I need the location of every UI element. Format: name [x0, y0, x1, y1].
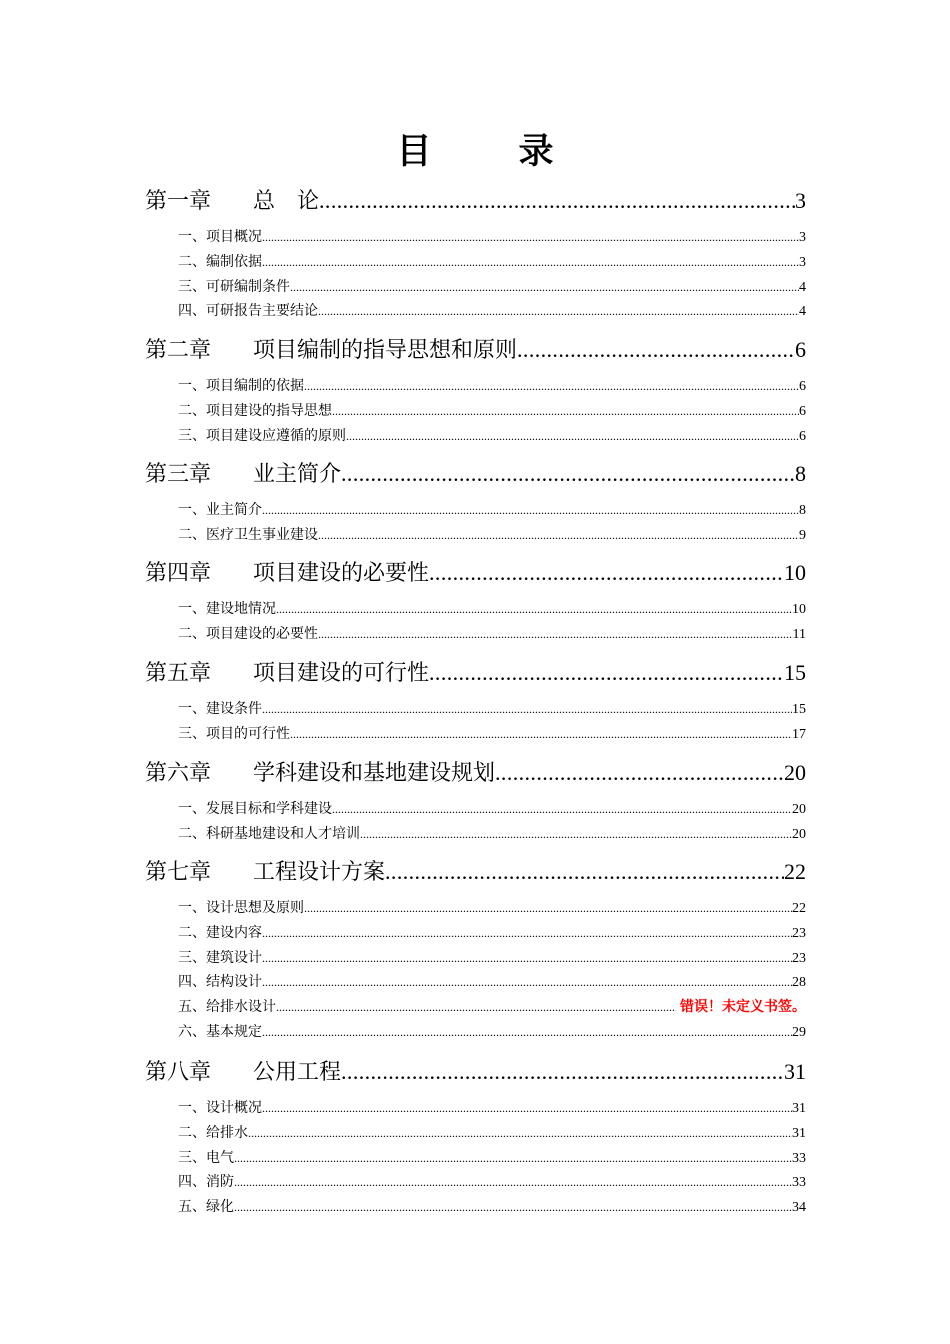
toc-section-entry[interactable]	[178, 1122, 806, 1144]
dot-leader	[341, 1055, 784, 1089]
toc-section-entry[interactable]	[178, 375, 806, 397]
dot-leader	[429, 656, 784, 690]
dot-leader	[429, 556, 784, 590]
toc-section-entry[interactable]	[178, 251, 806, 273]
dot-leader	[234, 1171, 792, 1193]
toc-section-entry[interactable]	[178, 425, 806, 447]
chapter-title: 项目编制的指导思想和原则	[253, 338, 518, 363]
toc-section-entry[interactable]	[178, 499, 806, 521]
dot-leader	[341, 457, 795, 491]
toc-section-entry[interactable]	[178, 723, 806, 745]
toc-section-entry[interactable]	[178, 1196, 806, 1218]
section-title: 一、建设条件	[178, 701, 262, 717]
page-number: 4	[799, 304, 806, 320]
page-number: 23	[792, 950, 806, 966]
toc-chapter-entry[interactable]	[145, 855, 806, 889]
toc-section-entry[interactable]	[178, 276, 806, 298]
page-number: 15	[792, 702, 806, 717]
dot-leader	[248, 1122, 792, 1144]
section-title: 三、可研编制条件	[178, 278, 290, 295]
chapter-number: 第五章	[145, 661, 212, 686]
page-number: 3	[799, 230, 806, 245]
toc-chapter-entry[interactable]	[145, 756, 806, 790]
dot-leader	[360, 823, 792, 845]
page-number: 34	[792, 1200, 806, 1216]
page-number: 20	[784, 760, 806, 785]
toc-chapter-entry[interactable]	[145, 457, 806, 491]
toc-chapter-entry[interactable]	[145, 556, 806, 590]
page-number: 10	[784, 560, 806, 585]
section-title: 二、项目建设的指导思想	[178, 402, 332, 419]
dot-leader	[262, 947, 792, 969]
section-title: 五、给排水设计	[178, 999, 276, 1016]
dot-leader	[262, 226, 799, 248]
page-number: 22	[792, 901, 806, 916]
dot-leader	[262, 922, 792, 944]
page-number: 33	[792, 1150, 806, 1166]
page-number: 33	[792, 1175, 806, 1191]
page-number: 3	[799, 254, 806, 270]
toc-section-entry[interactable]	[178, 698, 806, 720]
page-number: 6	[795, 337, 806, 362]
chapter-number: 第三章	[145, 462, 212, 487]
page-number: 4	[799, 279, 806, 295]
section-title: 三、项目建设应遵循的原则	[178, 427, 346, 444]
toc-section-entry[interactable]	[178, 524, 806, 546]
chapter-title: 总 论	[253, 189, 320, 214]
page-number: 8	[799, 503, 806, 518]
toc-section-entry[interactable]	[178, 823, 806, 845]
toc-chapter-entry[interactable]	[145, 184, 806, 218]
toc-chapter-entry[interactable]	[145, 1055, 806, 1089]
dot-leader	[385, 855, 784, 889]
toc-section-entry[interactable]	[178, 300, 806, 322]
chapter-number: 第六章	[145, 761, 212, 786]
section-title: 一、设计思想及原则	[178, 900, 304, 916]
dot-leader	[262, 698, 792, 720]
toc-section-entry[interactable]	[178, 996, 806, 1018]
toc-chapter-entry[interactable]	[145, 656, 806, 690]
dot-leader	[276, 598, 792, 620]
dot-leader	[290, 723, 792, 745]
section-title: 一、业主简介	[178, 502, 262, 518]
page-number: 6	[799, 403, 806, 419]
section-title: 二、医疗卫生事业建设	[178, 526, 318, 543]
chapter-title: 业主简介	[253, 462, 342, 487]
toc-section-entry[interactable]	[178, 1097, 806, 1119]
page-number: 29	[792, 1025, 806, 1040]
dot-leader	[304, 375, 799, 397]
toc-section-entry[interactable]	[178, 1021, 806, 1043]
section-title: 一、发展目标和学科建设	[178, 801, 332, 817]
chapter-number: 第一章	[145, 189, 212, 214]
page-title: 目 录	[396, 132, 580, 172]
toc-section-entry[interactable]	[178, 922, 806, 944]
dot-leader	[318, 623, 793, 645]
page-number: 20	[792, 802, 806, 817]
toc-chapter-entry[interactable]	[145, 333, 806, 367]
dot-leader	[262, 499, 799, 521]
page-number: 31	[792, 1125, 806, 1141]
dot-leader	[332, 400, 799, 422]
toc-section-entry[interactable]	[178, 1147, 806, 1169]
page-number: 20	[792, 826, 806, 842]
dot-leader	[262, 971, 792, 993]
section-title: 二、科研基地建设和人才培训	[178, 825, 360, 842]
section-title: 六、基本规定	[178, 1024, 262, 1040]
page-number: 28	[792, 975, 806, 991]
toc-section-entry[interactable]	[178, 598, 806, 620]
toc-section-entry[interactable]	[178, 400, 806, 422]
toc-section-entry[interactable]	[178, 971, 806, 993]
page-number: 31	[784, 1059, 806, 1084]
dot-leader	[319, 184, 795, 218]
page-number: 10	[792, 602, 806, 617]
dot-leader	[262, 1097, 792, 1119]
page-number: 17	[792, 726, 806, 742]
section-title: 二、给排水	[178, 1124, 248, 1141]
dot-leader	[318, 300, 799, 322]
chapter-title: 学科建设和基地建设规划	[253, 761, 496, 786]
dot-leader	[234, 1196, 792, 1218]
chapter-title: 工程设计方案	[253, 860, 386, 885]
section-title: 四、可研报告主要结论	[178, 303, 318, 320]
dot-leader	[304, 897, 792, 919]
section-title: 三、项目的可行性	[178, 725, 290, 742]
page-number: 6	[799, 379, 806, 394]
chapter-title: 公用工程	[253, 1060, 342, 1085]
section-title: 三、电气	[178, 1149, 234, 1166]
toc-section-entry[interactable]	[178, 623, 806, 645]
section-title: 四、消防	[178, 1174, 234, 1191]
dot-leader	[346, 425, 799, 447]
chapter-title: 项目建设的可行性	[253, 661, 430, 686]
dot-leader	[262, 251, 799, 273]
dot-leader	[290, 276, 799, 298]
chapter-number: 第二章	[145, 338, 212, 363]
section-title: 一、项目概况	[178, 229, 262, 245]
dot-leader	[332, 798, 792, 820]
section-title: 一、建设地情况	[178, 601, 276, 617]
section-title: 一、项目编制的依据	[178, 378, 304, 394]
section-title: 一、设计概况	[178, 1100, 262, 1116]
section-title: 五、绿化	[178, 1199, 234, 1216]
section-title: 二、编制依据	[178, 253, 262, 270]
dot-leader	[276, 996, 676, 1018]
toc-section-entry[interactable]	[178, 897, 806, 919]
page-number: 9	[799, 527, 806, 543]
page-number: 22	[784, 859, 806, 884]
section-title: 四、结构设计	[178, 974, 262, 991]
page-number: 8	[795, 461, 806, 486]
dot-leader	[517, 333, 795, 367]
chapter-number: 第四章	[145, 561, 212, 586]
toc-section-entry[interactable]	[178, 947, 806, 969]
dot-leader	[495, 756, 784, 790]
chapter-number: 第八章	[145, 1060, 212, 1085]
toc-section-entry[interactable]	[178, 226, 806, 248]
page-number: 11	[792, 626, 806, 642]
dot-leader	[234, 1147, 792, 1169]
section-title: 二、项目建设的必要性	[178, 625, 318, 642]
section-title: 二、建设内容	[178, 924, 262, 941]
chapter-title: 项目建设的必要性	[253, 561, 430, 586]
page-number: 15	[784, 660, 806, 685]
page-number: 23	[792, 925, 806, 941]
dot-leader	[262, 1021, 792, 1043]
section-title: 三、建筑设计	[178, 949, 262, 966]
toc-section-entry[interactable]	[178, 798, 806, 820]
page-number: 6	[799, 428, 806, 444]
toc-section-entry[interactable]	[178, 1171, 806, 1193]
bookmark-error-text: 错误！未定义书签。	[680, 999, 806, 1016]
page-number: 3	[795, 188, 806, 213]
page-number: 31	[792, 1101, 806, 1116]
chapter-number: 第七章	[145, 860, 212, 885]
dot-leader	[318, 524, 799, 546]
